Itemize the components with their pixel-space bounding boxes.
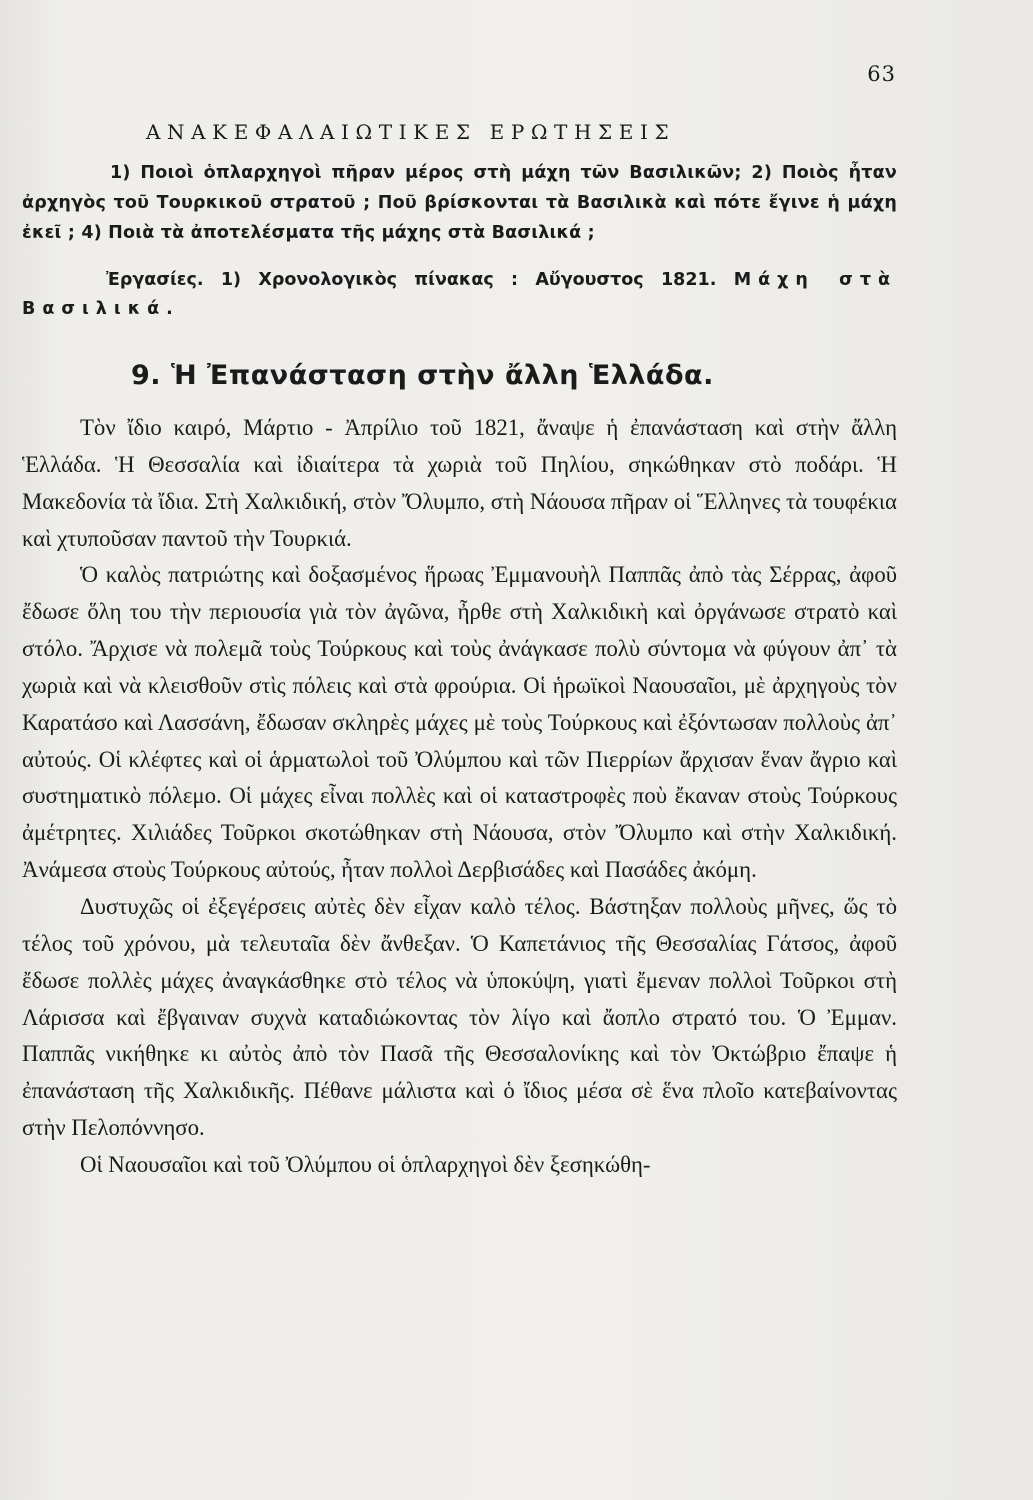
tasks-paragraph xyxy=(22,266,897,324)
body-text xyxy=(22,410,897,1184)
paragraph: Δυστυχῶς οἱ ἐξεγέρσεις αὐτὲς δὲν εἶχαν καλὸ τέλος. Βάστηξαν πολλοὺς μῆνες, ὥς τὸ τέλος τοῦ χρόνου, μὰ τελευταῖα δὲν ἄνθεξαν. Ὁ Καπετάνιος τῆς Θεσσαλίας Γάτσος, ἀφοῦ ἔδωσε πολλὲς μάχες ἀναγκάσθηκε στὸ τέλος νὰ ὑποκύψη, γιατὶ ἔμεναν πολλοὶ Τοῦρκοι στὴ Λάρισσα καὶ ἔβγαιναν συχνὰ καταδιώκοντας τὸν λίγο καὶ ἄοπλο στρατό του. Ὁ Ἐμμαν. Παππᾶς νικήθηκε κι αὐτὸς ἀπὸ τὸν Πασᾶ τῆς Θεσσαλονίκης καὶ τὸν Ὀκτώβριο ἔπαψε ἡ ἐπανάσταση τῆς Χαλκιδικῆς. Πέθανε μάλιστα καὶ ὁ ἴδιος μέσα σὲ ἕνα πλοῖο κατεβαίνοντας στὴν Πελοπόννησο. xyxy=(22,893,897,1141)
page-number: 63 xyxy=(867,62,896,86)
paragraph: Τὸν ἴδιο καιρό, Μάρτιο - Ἀπρίλιο τοῦ 1821, ἄναψε ἡ ἐπανάσταση καὶ στὴν ἄλλη Ἑλλάδα. Ἡ Θεσσαλία καὶ ἰδιαίτερα τὰ χωριὰ τοῦ Πηλίου, σηκώθηκαν στὸ ποδάρι. Ἡ Μακεδονία τὰ ἴδια. Στὴ Χαλκιδική, στὸν Ὄλυμπο, στὴ Νάουσα πῆραν οἱ Ἕλληνες τὰ τουφέκια καὶ χτυποῦσαν παντοῦ τὴν Τουρκιά. xyxy=(22,415,897,551)
paragraph: Οἱ Ναουσαῖοι καὶ τοῦ Ὀλύμπου οἱ ὁπλαρχηγοὶ δὲν ξεσηκώθη- xyxy=(80,1151,651,1177)
review-questions: 1) Ποιοὶ ὁπλαρχηγοὶ πῆραν μέρος στὴ μάχη τῶν Βασιλικῶν; 2) Ποιὸς ἦταν ἀρχηγὸς τοῦ Τουρκικοῦ στρατοῦ ; Ποῦ βρίσκονται τὰ Βασιλικὰ καὶ πότε ἔγινε ἡ μάχη ἐκεῖ ; 4) Ποιὰ τὰ ἀποτελέσματα τῆς μάχης στὰ Βασιλικά ; xyxy=(22,163,897,243)
tasks-emphasis: Μάχη στὰ Βασιλικά. xyxy=(22,270,898,319)
section-title: 9. Ἡ Ἐπανάσταση στὴν ἄλλη Ἑλλάδα. xyxy=(131,360,714,391)
review-questions-heading: ΑΝΑΚΕΦΑΛΑΙΩΤΙΚΕΣ ΕΡΩΤΗΣΕΙΣ xyxy=(146,120,676,144)
paragraph: Ὁ καλὸς πατριώτης καὶ δοξασμένος ἥρωας Ἐμμανουὴλ Παππᾶς ἀπὸ τὰς Σέρρας, ἀφοῦ ἔδωσε ὅλη του τὴν περιουσία γιὰ τὸν ἀγῶνα, ἦρθε στὴ Χαλκιδικὴ καὶ ὀργάνωσε στρατὸ καὶ στόλο. Ἄρχισε νὰ πολεμᾶ τοὺς Τούρκους καὶ τοὺς ἀνάγκασε πολὺ σύντομα νὰ φύγουν ἀπ᾽ τὰ χωριὰ καὶ νὰ κλεισθοῦν στὶς πόλεις καὶ στὰ φρούρια. Οἱ ἡρωϊκοὶ Ναουσαῖοι, μὲ ἀρχηγοὺς τὸν Καρατάσο καὶ Λασσάνη, ἔδωσαν σκληρὲς μάχες μὲ τοὺς Τούρκους καὶ ἐξόντωσαν πολλοὺς ἀπ᾽ αὐτούς. Οἱ κλέφτες καὶ οἱ ἁρματωλοὶ τοῦ Ὀλύμπου καὶ τῶν Πιερρίων ἄρχισαν ἕναν ἄγριο καὶ συστηματικὸ πόλεμο. Οἱ μάχες εἶναι πολλὲς καὶ οἱ καταστροφὲς ποὺ ἔκαναν στοὺς Τούρκους ἀμέτρητες. Χιλιάδες Τοῦρκοι σκοτώθηκαν στὴ Νάουσα, στὸν Ὄλυμπο καὶ στὴν Χαλκιδική. Ἀνάμεσα στοὺς Τούρκους αὐτούς, ἦταν πολλοὶ Δερβισάδες καὶ Πασάδες ἀκόμη. xyxy=(22,562,897,883)
tasks-text: Ἐργασίες. 1) Χρονολογικὸς πίνακας : Αὔγουστος 1821. xyxy=(106,270,717,290)
